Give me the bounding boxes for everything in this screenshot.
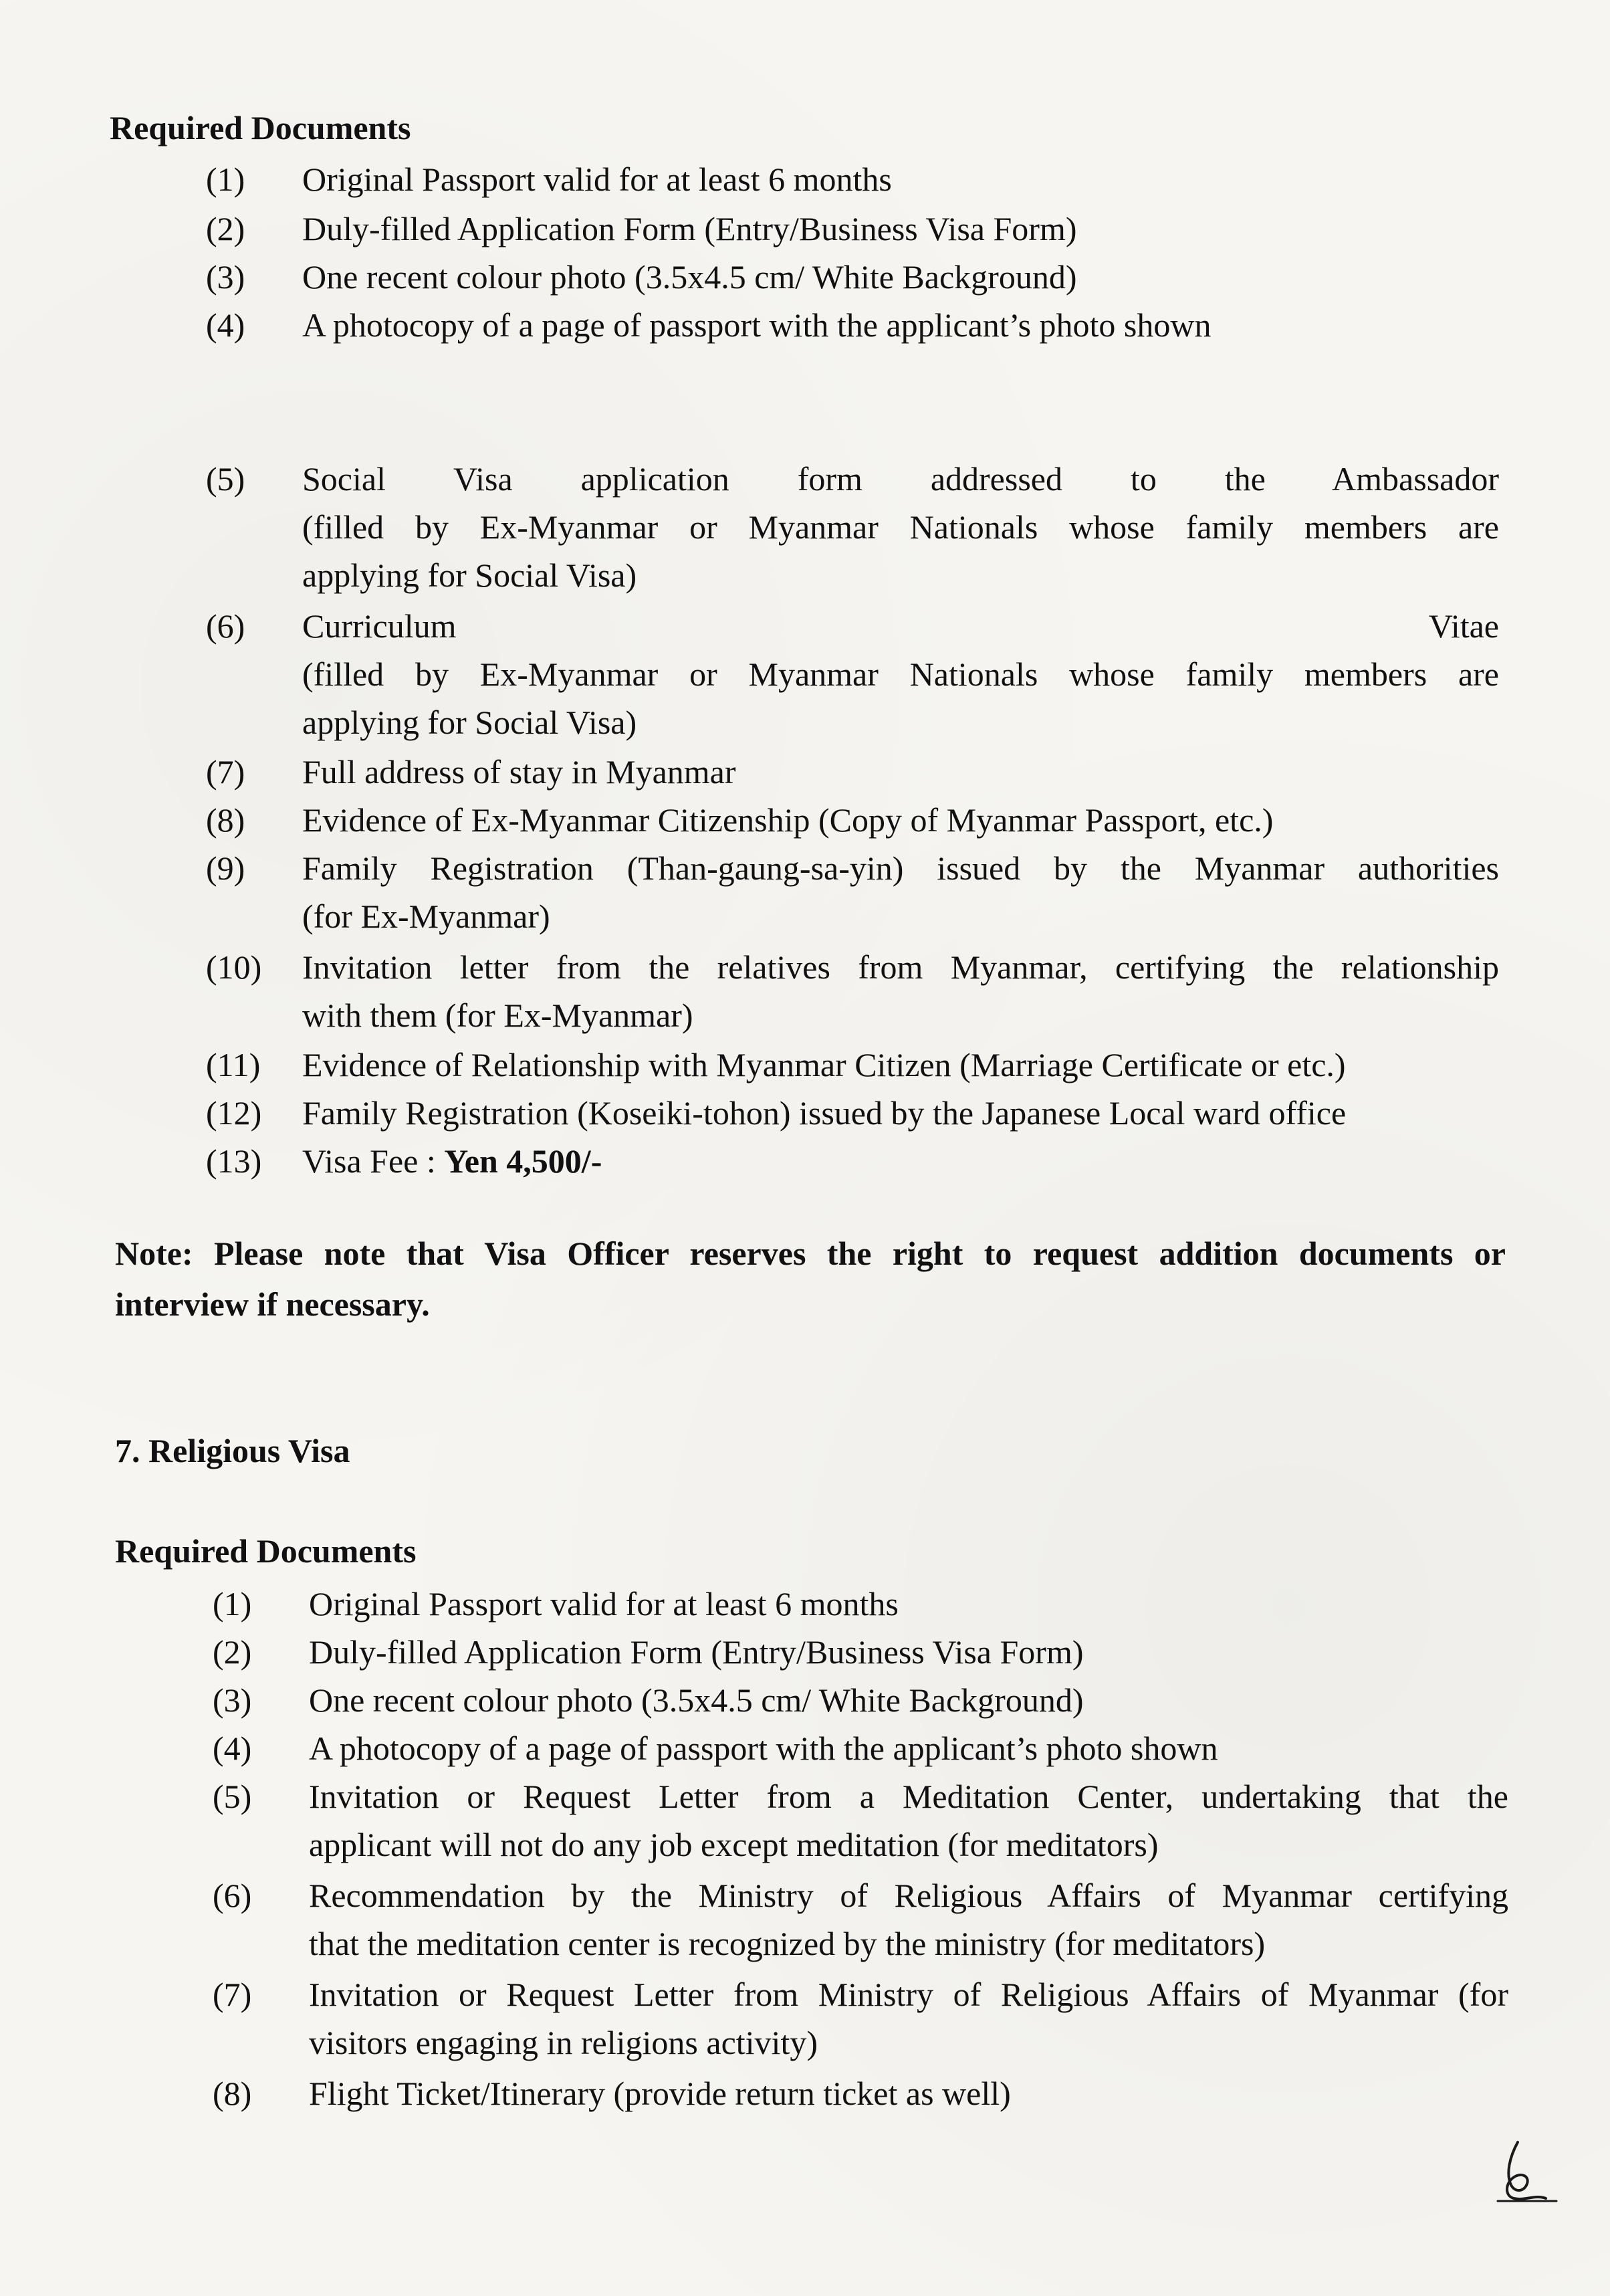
list-item-line: (filled by Ex-Myanmar or Myanmar Nationals whose family members are	[302, 508, 1499, 546]
list-item-number: (4)	[213, 1730, 252, 1767]
list-item-text	[302, 943, 1499, 1039]
note-line-2: interview if necessary.	[115, 1285, 430, 1323]
list-item-number: (7)	[213, 1976, 252, 2013]
section2-heading: Required Documents	[115, 1532, 417, 1570]
list-item-number: (5)	[206, 460, 245, 498]
list-item-line: One recent colour photo (3.5x4.5 cm/ White Background)	[309, 1681, 1084, 1719]
list-item-text	[302, 301, 1499, 349]
list-item-text	[302, 1089, 1499, 1137]
list-item-line: applying for Social Visa)	[302, 556, 637, 594]
list-item-line: Curriculum Vitae	[302, 607, 1499, 645]
list-item-text	[309, 1772, 1508, 1869]
list-item-line: Family Registration (Koseiki-tohon) issued by the Japanese Local ward office	[302, 1094, 1347, 1132]
list-item-line: A photocopy of a page of passport with the applicant’s photo shown	[302, 306, 1212, 344]
list-item-line: Evidence of Relationship with Myanmar Citizen (Marriage Certificate or etc.)	[302, 1046, 1346, 1083]
list-item-line: Recommendation by the Ministry of Religious Affairs of Myanmar certifying	[309, 1877, 1508, 1914]
list-item-number: (6)	[206, 607, 245, 645]
list-item-number: (9)	[206, 849, 245, 887]
list-item-number: (4)	[206, 306, 245, 344]
list-item-text	[309, 1724, 1508, 1772]
list-item-line: Invitation letter from the relatives from Myanmar, certifying the relationship	[302, 948, 1499, 986]
list-item-line: A photocopy of a page of passport with the applicant’s photo shown	[309, 1730, 1218, 1767]
list-item-line: with them (for Ex-Myanmar)	[302, 997, 693, 1034]
list-item-text	[309, 2069, 1508, 2117]
list-item-line: Social Visa application form addressed to the Ambassador	[302, 460, 1499, 498]
list-item-number: (1)	[213, 1585, 252, 1623]
list-item-line: Duly-filled Application Form (Entry/Business Visa Form)	[309, 1633, 1084, 1671]
list-item-text	[302, 796, 1499, 844]
list-item-line: (for Ex-Myanmar)	[302, 898, 550, 935]
list-item-text	[302, 455, 1499, 599]
list-item-number: (6)	[213, 1877, 252, 1914]
visa-fee-value: Yen 4,500/-	[444, 1142, 602, 1180]
list-item-text	[302, 844, 1499, 940]
list-item-line: Evidence of Ex-Myanmar Citizenship (Copy of Myanmar Passport, etc.)	[302, 801, 1274, 839]
list-item-line: Invitation or Request Letter from Ministry of Religious Affairs of Myanmar (for	[309, 1976, 1508, 2013]
list-item-text	[302, 253, 1499, 301]
list-item-text	[309, 1871, 1508, 1968]
list-item-text	[302, 1041, 1499, 1089]
visa-fee-label: Visa Fee :	[302, 1142, 445, 1180]
list-item-number: (2)	[213, 1633, 252, 1671]
list-item-line: applicant will not do any job except meditation (for meditators)	[309, 1826, 1159, 1863]
list-item-number: (3)	[206, 258, 245, 296]
list-item-text	[302, 602, 1499, 746]
list-item-number: (5)	[213, 1778, 252, 1815]
list-item-text	[302, 1137, 1499, 1185]
list-item-number: (2)	[206, 210, 245, 247]
list-item-number: (8)	[213, 2075, 252, 2112]
list-item-line: Invitation or Request Letter from a Meditation Center, undertaking that the	[309, 1778, 1508, 1815]
list-item-line: visitors engaging in religions activity)	[309, 2024, 818, 2061]
list-item-text	[309, 1580, 1508, 1628]
section2-title: 7. Religious Visa	[115, 1432, 350, 1469]
list-item-line: One recent colour photo (3.5x4.5 cm/ White Background)	[302, 258, 1077, 296]
list-item-number: (13)	[206, 1142, 262, 1180]
list-item-text	[302, 155, 1499, 203]
list-item-text	[309, 1676, 1508, 1724]
list-item-text	[302, 748, 1499, 796]
list-item-line: Family Registration (Than-gaung-sa-yin) issued by the Myanmar authorities	[302, 849, 1499, 887]
list-item-line: applying for Social Visa)	[302, 704, 637, 741]
list-item-line: Duly-filled Application Form (Entry/Business Visa Form)	[302, 210, 1077, 247]
note-line-1: Note: Please note that Visa Officer reserves the right to request addition documents or	[115, 1235, 1506, 1272]
note-paragraph	[115, 1228, 1506, 1330]
list-item-text	[302, 205, 1499, 253]
list-item-line: (filled by Ex-Myanmar or Myanmar Nationals whose family members are	[302, 655, 1499, 693]
list-item-text	[309, 1970, 1508, 2067]
signature-mark	[1471, 2137, 1565, 2210]
list-item-text	[309, 1628, 1508, 1676]
list-item-number: (7)	[206, 753, 245, 791]
section1-heading: Required Documents	[110, 109, 411, 146]
list-item-number: (12)	[206, 1094, 262, 1132]
list-item-line: that the meditation center is recognized by the ministry (for meditators)	[309, 1925, 1266, 1962]
list-item-line: Original Passport valid for at least 6 months	[309, 1585, 899, 1623]
list-item-number: (8)	[206, 801, 245, 839]
list-item-number: (10)	[206, 948, 262, 986]
list-item-line: Full address of stay in Myanmar	[302, 753, 736, 791]
list-item-number: (11)	[206, 1046, 261, 1083]
list-item-line: Flight Ticket/Itinerary (provide return ticket as well)	[309, 2075, 1011, 2112]
list-item-number: (3)	[213, 1681, 252, 1719]
list-item-number: (1)	[206, 161, 245, 198]
list-item-line	[302, 1137, 1499, 1185]
list-item-line: Original Passport valid for at least 6 months	[302, 161, 892, 198]
